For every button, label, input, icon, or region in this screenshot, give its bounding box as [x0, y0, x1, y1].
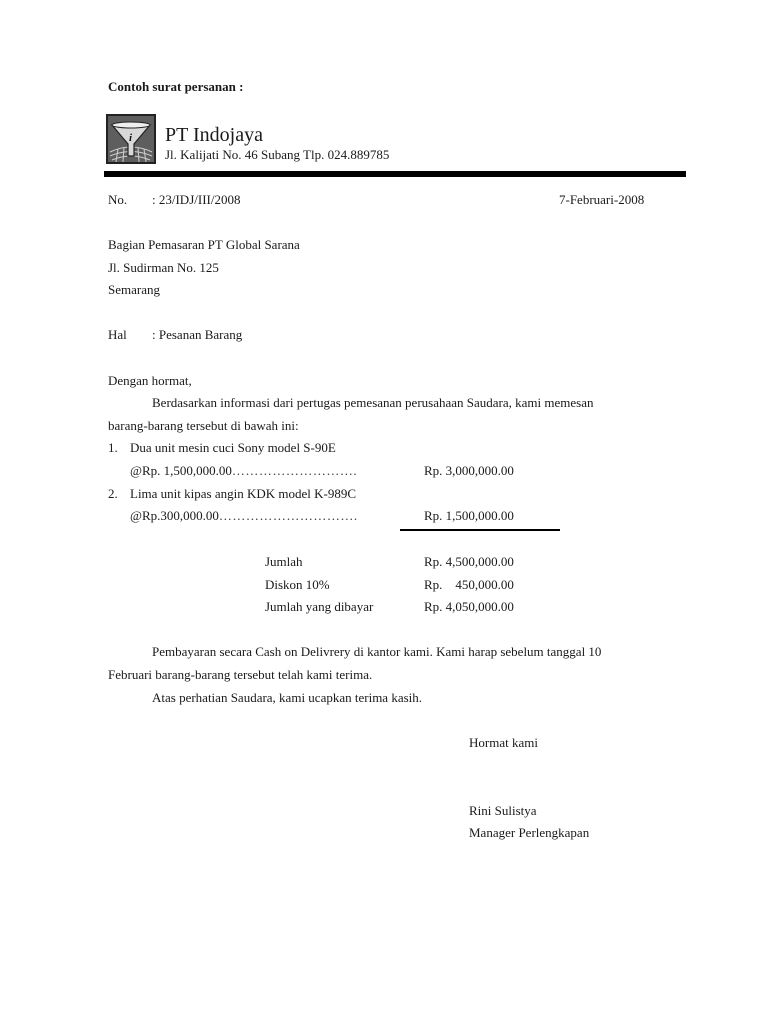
- signature-closing: Hormat kami: [469, 735, 538, 750]
- summary-label: Jumlah yang dibayar: [265, 599, 374, 614]
- recipient-line: Bagian Pemasaran PT Global Sarana: [108, 237, 300, 252]
- summary-label: Diskon 10%: [265, 577, 330, 592]
- company-address: Jl. Kalijati No. 46 Subang Tlp. 024.889785: [165, 147, 390, 162]
- letter-date: 7-Februari-2008: [559, 192, 645, 207]
- subtotal-underline: [400, 529, 560, 531]
- recipient-line: Semarang: [108, 282, 160, 297]
- company-logo-icon: [106, 114, 156, 164]
- intro-paragraph-line: Berdasarkan informasi dari pertugas pemesanan perusahaan Saudara, kami memesan: [152, 395, 594, 410]
- payment-paragraph-line: Februari barang-barang tersebut telah kami terima.: [108, 667, 373, 682]
- document-heading: Contoh surat persanan :: [108, 79, 244, 94]
- item-number: 1.: [108, 440, 118, 455]
- item-total: Rp. 3,000,000.00: [424, 463, 514, 478]
- summary-value: Rp. 450,000.00: [424, 577, 514, 592]
- closing-line: Atas perhatian Saudara, kami ucapkan terima kasih.: [152, 690, 423, 705]
- number-value: : 23/IDJ/III/2008: [152, 192, 241, 207]
- number-label: No.: [108, 192, 128, 207]
- item-description: Dua unit mesin cuci Sony model S-90E: [130, 440, 336, 455]
- leader-dots: ………………………….: [218, 508, 358, 523]
- item-unit-price: [130, 463, 357, 479]
- salutation: Dengan hormat,: [108, 373, 192, 388]
- unit-price: @Rp.300,000.00: [130, 508, 219, 523]
- signatory-title: Manager Perlengkapan: [469, 825, 590, 840]
- summary-value: Rp. 4,500,000.00: [424, 554, 514, 569]
- item-unit-price: [130, 508, 358, 524]
- leader-dots: ……………………….: [231, 463, 358, 478]
- item-number: 2.: [108, 486, 118, 501]
- letterhead-divider: [104, 171, 686, 177]
- item-total: Rp. 1,500,000.00: [424, 508, 514, 523]
- payment-paragraph-line: Pembayaran secara Cash on Delivrery di kantor kami. Kami harap sebelum tanggal 10: [152, 644, 602, 659]
- subject-label: Hal: [108, 327, 127, 342]
- subject-value: : Pesanan Barang: [152, 327, 243, 342]
- summary-value: Rp. 4,050,000.00: [424, 599, 514, 614]
- item-description: Lima unit kipas angin KDK model K-989C: [130, 486, 357, 501]
- intro-paragraph-line: barang-barang tersebut di bawah ini:: [108, 418, 299, 433]
- signatory-name: Rini Sulistya: [469, 803, 537, 818]
- unit-price: @Rp. 1,500,000.00: [130, 463, 232, 478]
- svg-text:i: i: [129, 132, 133, 144]
- recipient-line: Jl. Sudirman No. 125: [108, 260, 219, 275]
- company-name: PT Indojaya: [165, 124, 263, 146]
- summary-label: Jumlah: [265, 554, 303, 569]
